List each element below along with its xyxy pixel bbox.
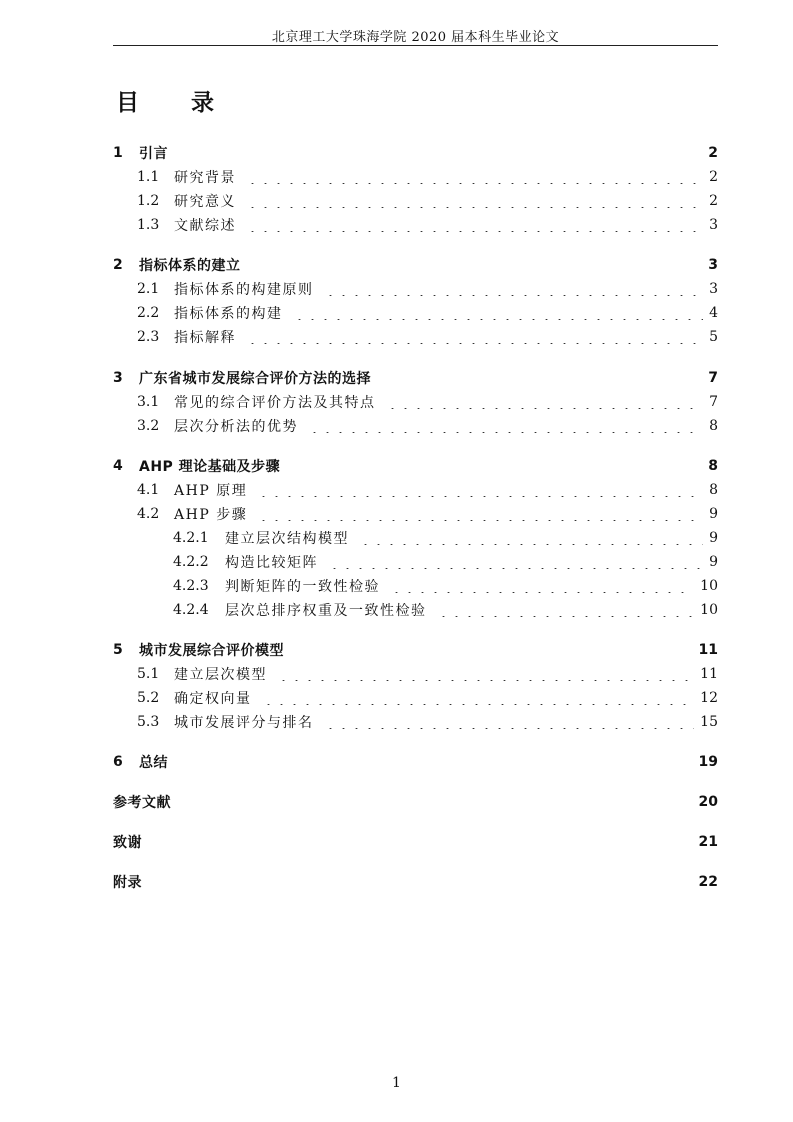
entry-number: 4.2.1 xyxy=(173,530,209,546)
header-rule xyxy=(113,45,718,46)
toc-entry-4-2[interactable] xyxy=(113,503,718,525)
entry-title: 城市发展评分与排名 xyxy=(174,715,314,731)
entry-title: 研究背景 xyxy=(174,170,236,186)
entry-page: 7 xyxy=(708,370,718,386)
toc-entry-1-3[interactable] xyxy=(113,214,718,236)
entry-number: 4 xyxy=(113,458,123,474)
dot-leader xyxy=(262,691,695,705)
dot-leader xyxy=(437,603,695,617)
dot-leader xyxy=(246,194,703,208)
entry-number: 1.1 xyxy=(137,169,160,185)
page-number: 1 xyxy=(392,1075,401,1091)
entry-page: 20 xyxy=(698,794,718,810)
running-header: 北京理工大学珠海学院 2020 届本科生毕业论文 xyxy=(271,30,560,45)
toc-entry-4-2-1[interactable] xyxy=(113,527,718,549)
toc-entry-4-2-4[interactable] xyxy=(113,599,718,621)
entry-number: 4.2.3 xyxy=(173,578,209,594)
dot-leader xyxy=(308,419,703,433)
toc-entry-chapter-5[interactable] xyxy=(113,639,718,661)
entry-number: 1.3 xyxy=(137,217,160,233)
entry-page: 3 xyxy=(709,281,718,297)
entry-title: 参考文献 xyxy=(113,795,171,811)
entry-page: 3 xyxy=(708,257,718,273)
entry-title: 建立层次结构模型 xyxy=(225,531,349,547)
entry-page: 9 xyxy=(709,530,718,546)
toc-entry-appendix[interactable] xyxy=(113,871,718,893)
toc-entry-3-1[interactable] xyxy=(113,391,718,413)
entry-number: 5 xyxy=(113,642,123,658)
entry-page: 8 xyxy=(708,458,718,474)
entry-title: 指标体系的构建 xyxy=(174,306,283,322)
entry-page: 9 xyxy=(709,506,718,522)
toc-entry-4-2-2[interactable] xyxy=(113,551,718,573)
toc-entry-1-2[interactable] xyxy=(113,190,718,212)
toc-entry-chapter-6[interactable] xyxy=(113,751,718,773)
entry-page: 21 xyxy=(698,834,718,850)
toc-entry-5-1[interactable] xyxy=(113,663,718,685)
dot-leader xyxy=(246,218,703,232)
entry-title: 常见的综合评价方法及其特点 xyxy=(174,395,376,411)
entry-page: 2 xyxy=(708,145,718,161)
entry-page: 19 xyxy=(698,754,718,770)
toc-entry-chapter-3[interactable] xyxy=(113,367,718,389)
entry-page: 9 xyxy=(709,554,718,570)
entry-number: 1.2 xyxy=(137,193,160,209)
entry-page: 11 xyxy=(700,666,718,682)
entry-title: 判断矩阵的一致性检验 xyxy=(225,579,380,595)
dot-leader xyxy=(277,667,694,681)
entry-page: 2 xyxy=(709,169,718,185)
entry-title: 构造比较矩阵 xyxy=(225,555,318,571)
toc-title: 目 录 xyxy=(116,90,237,116)
entry-title: 总结 xyxy=(139,755,168,771)
entry-number: 5.2 xyxy=(137,690,160,706)
entry-page: 3 xyxy=(709,217,718,233)
toc-entry-2-1[interactable] xyxy=(113,278,718,300)
dot-leader xyxy=(324,715,695,729)
entry-page: 8 xyxy=(709,482,718,498)
entry-title: 附录 xyxy=(113,875,142,891)
entry-number: 3 xyxy=(113,370,123,386)
dot-leader xyxy=(246,330,703,344)
entry-number: 1 xyxy=(113,145,123,161)
toc-entry-2-3[interactable] xyxy=(113,326,718,348)
entry-number: 2.1 xyxy=(137,281,160,297)
toc-entry-5-3[interactable] xyxy=(113,711,718,733)
entry-title: 城市发展综合评价模型 xyxy=(139,643,284,659)
dot-leader xyxy=(324,282,704,296)
toc-entry-acknowledgements[interactable] xyxy=(113,831,718,853)
entry-page: 10 xyxy=(700,578,718,594)
entry-title: 确定权向量 xyxy=(174,691,252,707)
entry-title: 指标体系的构建原则 xyxy=(174,282,314,298)
entry-page: 8 xyxy=(709,418,718,434)
entry-title: 指标体系的建立 xyxy=(139,258,241,274)
dot-leader xyxy=(386,395,704,409)
dot-leader xyxy=(257,507,703,521)
dot-leader xyxy=(359,531,703,545)
entry-title: 致谢 xyxy=(113,835,142,851)
dot-leader xyxy=(246,170,703,184)
entry-page: 22 xyxy=(698,874,718,890)
entry-page: 5 xyxy=(709,329,718,345)
dot-leader xyxy=(257,483,703,497)
toc-entry-3-2[interactable] xyxy=(113,415,718,437)
toc-entry-4-2-3[interactable] xyxy=(113,575,718,597)
entry-title: 广东省城市发展综合评价方法的选择 xyxy=(139,371,371,387)
entry-title: AHP 理论基础及步骤 xyxy=(139,459,281,475)
toc-entry-2-2[interactable] xyxy=(113,302,718,324)
entry-page: 11 xyxy=(698,642,718,658)
entry-number: 2.3 xyxy=(137,329,160,345)
entry-title: AHP 步骤 xyxy=(174,507,248,523)
entry-title: 引言 xyxy=(139,146,168,162)
toc-entry-1-1[interactable] xyxy=(113,166,718,188)
entry-number: 4.1 xyxy=(137,482,160,498)
entry-title: 建立层次模型 xyxy=(174,667,267,683)
toc-entry-chapter-4[interactable] xyxy=(113,455,718,477)
dot-leader xyxy=(293,306,704,320)
toc-entry-references[interactable] xyxy=(113,791,718,813)
entry-number: 5.3 xyxy=(137,714,160,730)
entry-title: 层次分析法的优势 xyxy=(174,419,298,435)
entry-number: 3.1 xyxy=(137,394,160,410)
dot-leader xyxy=(328,555,703,569)
entry-number: 5.1 xyxy=(137,666,160,682)
entry-page: 15 xyxy=(700,714,718,730)
entry-page: 7 xyxy=(709,394,718,410)
entry-title: 研究意义 xyxy=(174,194,236,210)
entry-title: AHP 原理 xyxy=(174,483,248,499)
toc-entry-chapter-2[interactable] xyxy=(113,254,718,276)
entry-page: 4 xyxy=(709,305,718,321)
toc-entry-chapter-1[interactable] xyxy=(113,142,718,164)
entry-page: 12 xyxy=(700,690,718,706)
entry-title: 文献综述 xyxy=(174,218,236,234)
entry-number: 4.2.4 xyxy=(173,602,209,618)
toc-entry-4-1[interactable] xyxy=(113,479,718,501)
entry-number: 4.2.2 xyxy=(173,554,209,570)
entry-title: 层次总排序权重及一致性检验 xyxy=(225,603,427,619)
entry-title: 指标解释 xyxy=(174,330,236,346)
entry-number: 2 xyxy=(113,257,123,273)
entry-page: 2 xyxy=(709,193,718,209)
entry-number: 4.2 xyxy=(137,506,160,522)
toc-entry-5-2[interactable] xyxy=(113,687,718,709)
entry-number: 6 xyxy=(113,754,123,770)
entry-number: 3.2 xyxy=(137,418,160,434)
entry-page: 10 xyxy=(700,602,718,618)
dot-leader xyxy=(390,579,694,593)
entry-number: 2.2 xyxy=(137,305,160,321)
